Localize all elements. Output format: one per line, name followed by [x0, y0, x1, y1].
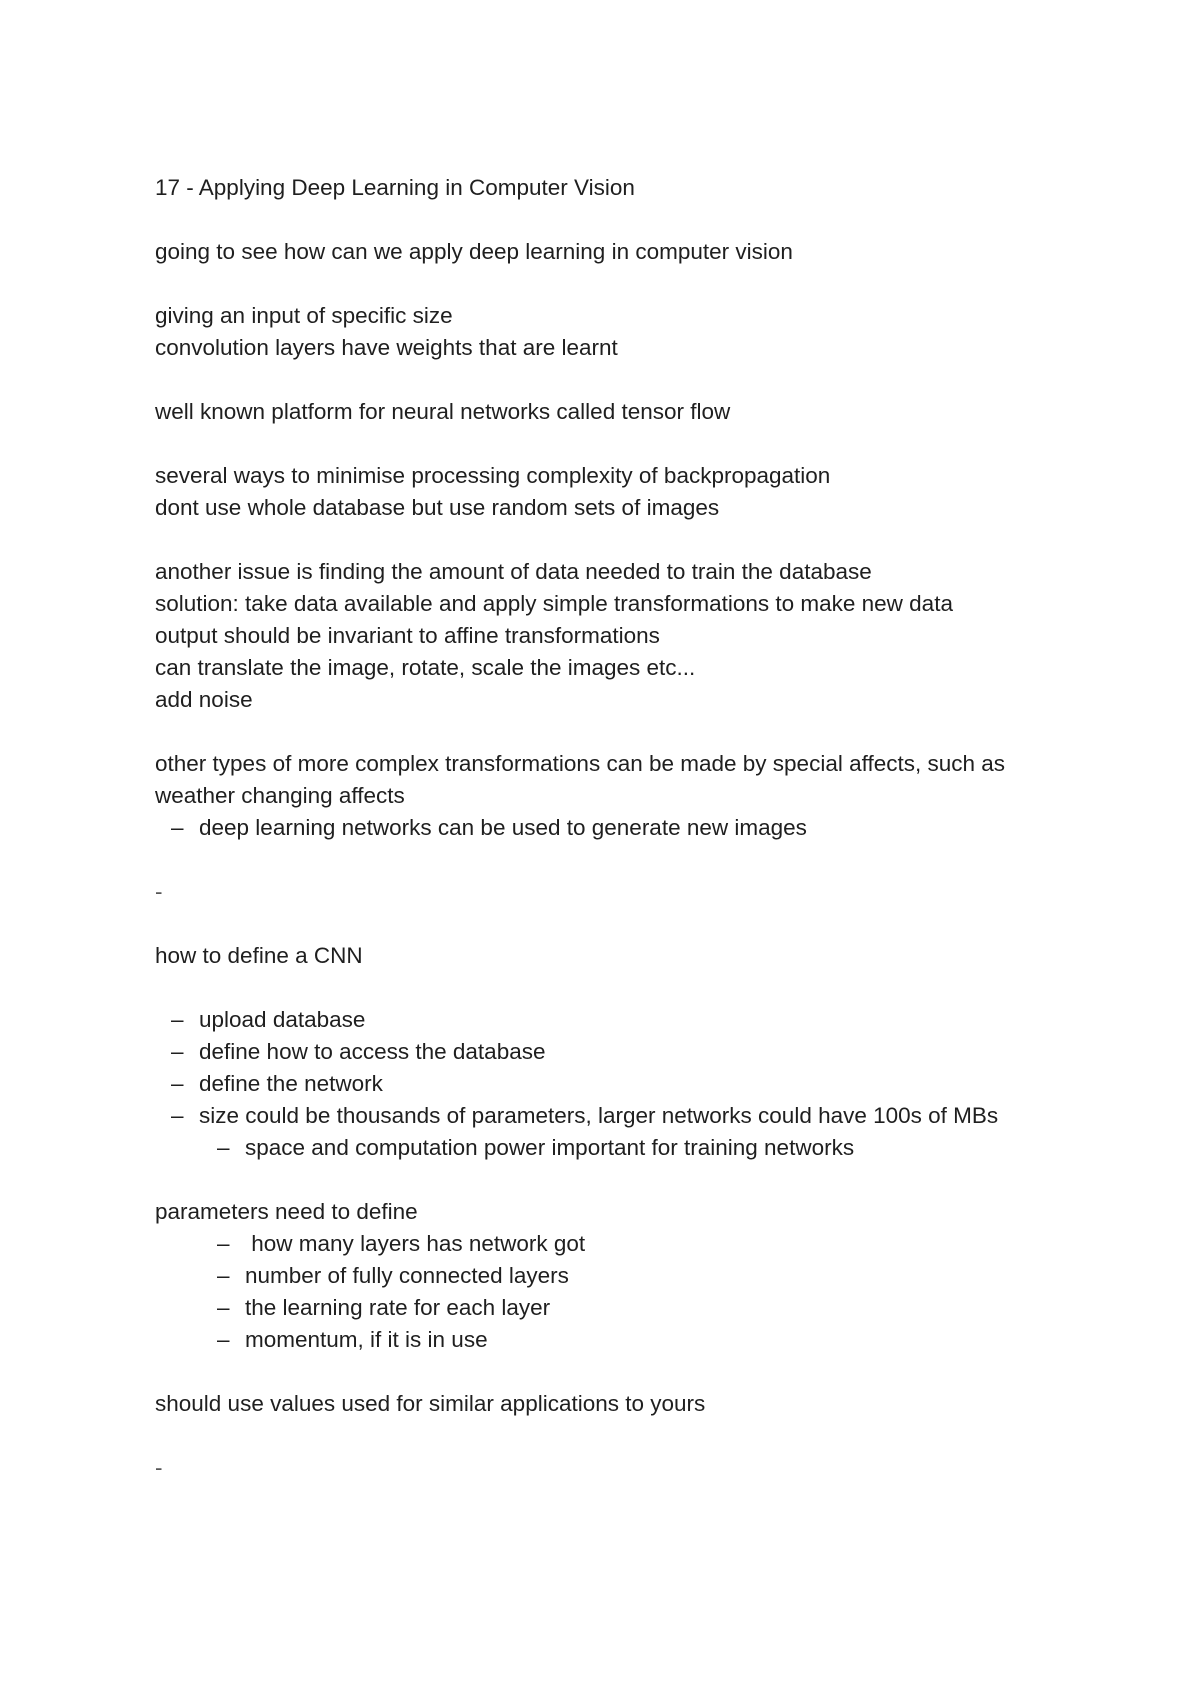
- paragraph-platform: well known platform for neural networks called tensor flow: [155, 399, 731, 424]
- list-item-text: how many layers has network got: [245, 1231, 586, 1256]
- conclusion: should use values used for similar applications to yours: [155, 1391, 706, 1416]
- separator: -: [155, 1455, 163, 1480]
- spacer: [155, 716, 1055, 748]
- dash-bullet: –: [217, 1135, 230, 1160]
- paragraph-backprop-line-2: dont use whole database but use random sets of images: [155, 495, 720, 520]
- list-item: [155, 812, 1055, 844]
- list-item-text: deep learning networks can be used to generate new images: [199, 815, 807, 840]
- list-subitem: [155, 1324, 1055, 1356]
- dash-bullet: –: [217, 1295, 230, 1320]
- paragraph-intro: going to see how can we apply deep learning in computer vision: [155, 239, 793, 264]
- spacer: [155, 1164, 1055, 1196]
- paragraph-input-line-1: giving an input of specific size: [155, 303, 453, 328]
- dash-bullet: –: [171, 1039, 184, 1064]
- list-item-text: define how to access the database: [199, 1039, 546, 1064]
- list-item: [155, 1036, 1055, 1068]
- dash-bullet: –: [217, 1263, 230, 1288]
- document-content: [155, 172, 1055, 1484]
- list-item-text: space and computation power important for training networks: [245, 1135, 855, 1160]
- spacer: [155, 908, 1055, 940]
- spacer: [155, 268, 1055, 300]
- paragraph-data-line-2: solution: take data available and apply simple transformations to make new data: [155, 591, 953, 616]
- paragraph-backprop-line-1: several ways to minimise processing complexity of backpropagation: [155, 463, 831, 488]
- spacer: [155, 972, 1055, 1004]
- list-subitem: [155, 1228, 1055, 1260]
- spacer: [155, 428, 1055, 460]
- paragraph-data-line-3: output should be invariant to affine transformations: [155, 623, 660, 648]
- dash-bullet: –: [171, 1071, 184, 1096]
- dash-bullet: –: [217, 1327, 230, 1352]
- params-heading: parameters need to define: [155, 1199, 418, 1224]
- spacer: [155, 524, 1055, 556]
- cnn-heading: how to define a CNN: [155, 943, 363, 968]
- list-item: [155, 1004, 1055, 1036]
- paragraph-input-line-2: convolution layers have weights that are learnt: [155, 335, 618, 360]
- list-item: [155, 1068, 1055, 1100]
- spacer: [155, 1356, 1055, 1388]
- paragraph-data-line-4: can translate the image, rotate, scale the images etc...: [155, 655, 696, 680]
- dash-bullet: –: [171, 815, 184, 840]
- list-item-text: momentum, if it is in use: [245, 1327, 488, 1352]
- dash-bullet: –: [217, 1231, 230, 1256]
- paragraph-data-line-5: add noise: [155, 687, 253, 712]
- list-item-text: define the network: [199, 1071, 383, 1096]
- dash-bullet: –: [171, 1007, 184, 1032]
- spacer: [155, 1420, 1055, 1452]
- spacer: [155, 204, 1055, 236]
- list-item-text: size could be thousands of parameters, larger networks could have 100s of MBs: [199, 1103, 999, 1128]
- list-subitem: [155, 1292, 1055, 1324]
- dash-bullet: –: [171, 1103, 184, 1128]
- list-item: [155, 1100, 1055, 1132]
- list-item-text: upload database: [199, 1007, 366, 1032]
- list-subitem: [155, 1260, 1055, 1292]
- separator: -: [155, 879, 163, 904]
- paragraph-complex-transformations: other types of more complex transformations can be made by special affects, such as weather changing affects: [155, 751, 1012, 808]
- spacer: [155, 844, 1055, 876]
- document-title: 17 - Applying Deep Learning in Computer Vision: [155, 175, 635, 200]
- list-subitem: [155, 1132, 1055, 1164]
- spacer: [155, 364, 1055, 396]
- list-item-text: the learning rate for each layer: [245, 1295, 551, 1320]
- paragraph-data-line-1: another issue is finding the amount of data needed to train the database: [155, 559, 872, 584]
- list-item-text: number of fully connected layers: [245, 1263, 569, 1288]
